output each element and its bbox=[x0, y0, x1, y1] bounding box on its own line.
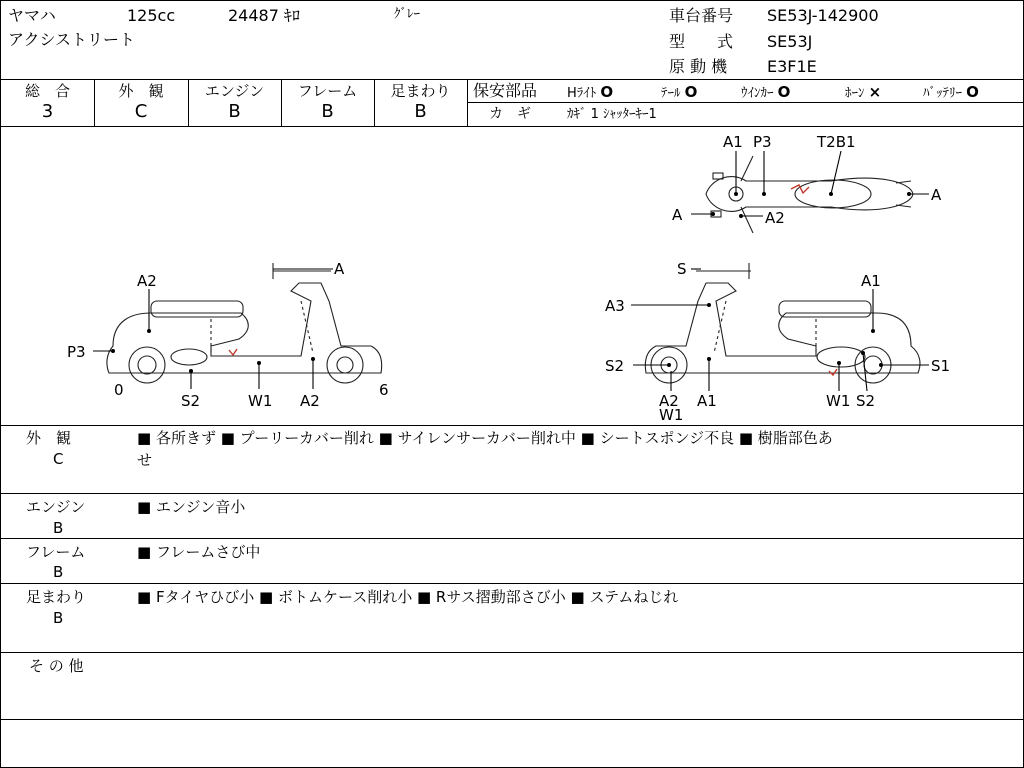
divider bbox=[1, 425, 1023, 426]
frame-no-label: 車台番号 bbox=[669, 6, 734, 25]
label-left-w1: W1 bbox=[248, 392, 273, 410]
safety-item-winker: ｳｲﾝｶｰ O bbox=[741, 83, 791, 101]
label-right-a1: A1 bbox=[861, 272, 881, 290]
note-label-suspension: 足まわり bbox=[26, 588, 87, 606]
divider bbox=[1, 652, 1023, 653]
divider bbox=[1, 493, 1023, 494]
damage-marks bbox=[229, 185, 837, 375]
label-left-a2: A2 bbox=[137, 272, 157, 290]
note-grade-engine: B bbox=[53, 519, 64, 537]
label-left-6: 6 bbox=[379, 381, 389, 399]
label-top-t2b1: T2B1 bbox=[817, 133, 856, 151]
grade-value-exterior: C bbox=[134, 101, 148, 122]
note-label-frame: フレーム bbox=[26, 543, 86, 561]
grade-value-overall: 3 bbox=[41, 101, 54, 122]
safety-item-horn: ﾎｰﾝ × bbox=[845, 83, 882, 101]
note-grade-frame: B bbox=[53, 563, 64, 581]
label-left-a: A bbox=[334, 260, 345, 278]
label-top-a2: A2 bbox=[765, 209, 785, 227]
label-left-s2: S2 bbox=[181, 392, 201, 410]
key-value: ｶｷﾞ 1 ｼｬｯﾀｰｷｰ1 bbox=[567, 107, 657, 122]
safety-item-battery: ﾊﾞｯﾃﾘｰ O bbox=[923, 83, 979, 101]
label-left-a2b: A2 bbox=[300, 392, 320, 410]
label-right-s2: S2 bbox=[605, 357, 625, 375]
grade-label-exterior: 外 観 bbox=[118, 82, 164, 100]
safety-item-tail: ﾃｰﾙ O bbox=[661, 83, 698, 101]
model-name: アクシストリート bbox=[8, 30, 136, 49]
note-text-suspension: ■ Fタイヤひび小 ■ ボトムケース削れ小 ■ Rサス摺動部さび小 ■ ステムねじれ bbox=[137, 588, 679, 606]
grade-value-suspension: B bbox=[414, 101, 427, 122]
engine-label: 原 動 機 bbox=[669, 57, 728, 76]
grade-value-engine: B bbox=[228, 101, 241, 122]
note-grade-exterior: C bbox=[53, 450, 64, 468]
divider bbox=[1, 583, 1023, 584]
label-top-a-right: A bbox=[931, 186, 942, 204]
grade-label-overall: 総 合 bbox=[24, 82, 70, 100]
diagram-labels bbox=[67, 133, 950, 424]
color: ｸﾞﾚｰ bbox=[394, 7, 420, 22]
label-top-p3: P3 bbox=[753, 133, 772, 151]
note-text-engine: ■ エンジン音小 bbox=[137, 498, 246, 516]
label-left-0: 0 bbox=[114, 381, 124, 399]
note-label-other: そ の 他 bbox=[29, 657, 84, 675]
divider bbox=[1, 79, 1023, 80]
note-text-exterior-2: せ bbox=[137, 451, 153, 469]
label-right-a1b: A1 bbox=[697, 392, 717, 410]
label-right-s: S bbox=[677, 260, 687, 278]
grade-value-frame: B bbox=[321, 101, 334, 122]
label-right-w1: W1 bbox=[659, 406, 684, 424]
grade-label-frame: フレーム bbox=[297, 82, 358, 100]
engine: E3F1E bbox=[767, 57, 817, 76]
note-text-exterior: ■ 各所きず ■ プーリーカバー削れ ■ サイレンサーカバー削れ中 ■ シートスポンジ不良 ■ 樹脂部色あ bbox=[137, 429, 833, 447]
grade-label-suspension: 足まわり bbox=[390, 82, 451, 100]
label-right-a3: A3 bbox=[605, 297, 625, 315]
divider bbox=[1, 719, 1023, 720]
label-right-a2: A2 bbox=[659, 392, 679, 410]
type-label: 型 式 bbox=[669, 32, 734, 51]
note-grade-suspension: B bbox=[53, 609, 64, 627]
label-right-s2b: S2 bbox=[856, 392, 876, 410]
divider bbox=[467, 79, 468, 126]
safety-item-headlight: Hﾗｲﾄ O bbox=[567, 83, 614, 101]
maker: ヤマハ bbox=[8, 6, 56, 25]
label-right-s1: S1 bbox=[931, 357, 951, 375]
grade-label-engine: エンジン bbox=[204, 82, 265, 100]
frame-no: SE53J-142900 bbox=[767, 6, 879, 25]
safety-label: 保安部品 bbox=[473, 81, 538, 100]
label-left-p3: P3 bbox=[67, 343, 86, 361]
label-top-a1: A1 bbox=[723, 133, 743, 151]
key-label: カ ギ bbox=[489, 106, 531, 122]
damage-diagram bbox=[1, 127, 1023, 425]
note-label-engine: エンジン bbox=[26, 498, 86, 516]
mileage: 24487 ｷﾛ bbox=[228, 6, 300, 25]
note-label-exterior: 外 観 bbox=[26, 429, 72, 447]
label-right-w1b: W1 bbox=[826, 392, 851, 410]
label-top-a-left: A bbox=[672, 206, 683, 224]
type: SE53J bbox=[767, 32, 813, 51]
divider bbox=[1, 538, 1023, 539]
note-text-frame: ■ フレームさび中 bbox=[137, 543, 261, 561]
displacement: 125cc bbox=[127, 6, 176, 25]
